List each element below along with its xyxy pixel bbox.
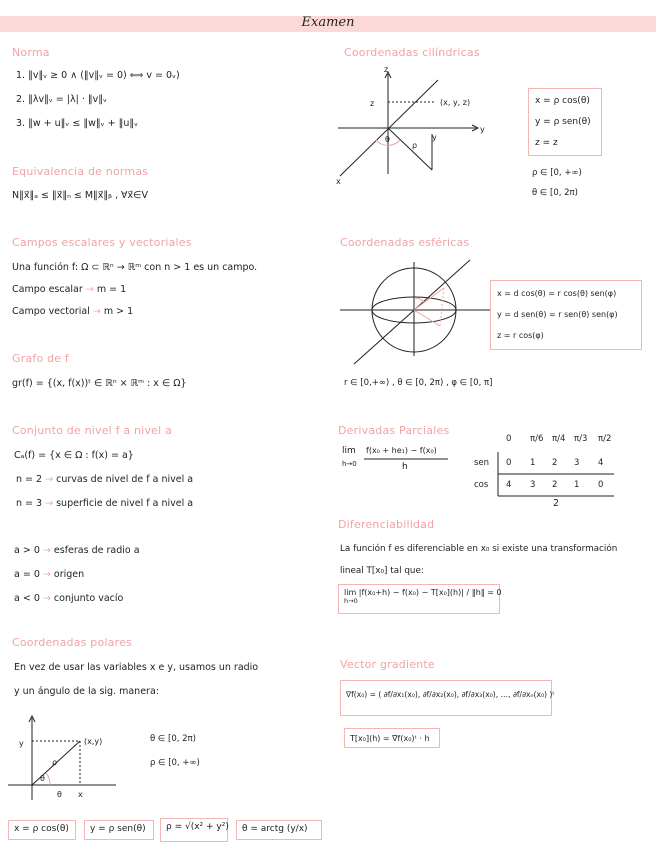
nivel-heading: Conjunto de nivel f a nivel a	[12, 424, 173, 437]
cilindricas-heading: Coordenadas cilíndricas	[344, 46, 480, 59]
cyl-z-label: z	[384, 65, 389, 74]
polar-point-label: (x,y)	[84, 737, 103, 746]
cyl-point-label: (x, y, z)	[440, 98, 471, 107]
trig-cos-cell: 0	[598, 480, 604, 490]
trig-header-cell: 0	[506, 434, 512, 444]
polares-line-2: y un ángulo de la sig. manera:	[14, 686, 159, 697]
polar-range-rho: ρ ∈ [0, +∞)	[150, 758, 200, 768]
polar-x-label: x	[78, 790, 83, 799]
polar-theta-bottom: θ	[57, 790, 62, 799]
cyl-x-label: x	[336, 177, 341, 186]
trig-sen-cell: 2	[552, 458, 558, 468]
polar-y-label: y	[19, 739, 24, 748]
campo-escalar-label: Campo escalar	[12, 284, 83, 295]
trig-cos-cell: 3	[530, 480, 536, 490]
esfericas-heading: Coordenadas esféricas	[340, 236, 470, 249]
arrow-icon: →	[45, 498, 54, 509]
trig-cos-cell: 2	[552, 480, 558, 490]
trig-cos-label: cos	[474, 480, 489, 490]
nivel-desc: superficie de nivel f a nivel a	[56, 498, 194, 509]
nivel-desc: origen	[53, 569, 85, 580]
cyl-y-label: y	[480, 125, 485, 134]
diferenciabilidad-line-2: lineal T[x₀] tal que:	[340, 566, 424, 576]
arrow-icon: →	[85, 284, 94, 295]
gradiente-box-2: T[x₀](h) = ∇f(x₀)ᵗ · h	[344, 728, 440, 748]
trig-cos-cell: 4	[506, 480, 512, 490]
arrow-icon: →	[42, 569, 51, 580]
diferenciabilidad-heading: Diferenciabilidad	[338, 518, 435, 531]
trig-sen-cell: 4	[598, 458, 604, 468]
norma-item-3: 3. ‖w + u‖ᵥ ≤ ‖w‖ᵥ + ‖u‖ᵥ	[16, 118, 139, 129]
trig-header-cell: π/3	[574, 434, 588, 444]
cyl-range-theta: θ ∈ [0, 2π)	[532, 188, 578, 198]
arrow-icon: →	[92, 306, 101, 317]
campo-escalar-value: m = 1	[96, 284, 127, 295]
campo-vectorial-label: Campo vectorial	[12, 306, 90, 317]
trig-sen-label: sen	[474, 458, 490, 468]
nivel-cond: n = 2	[16, 474, 43, 485]
polar-box-theta: θ = arctg (y/x)	[236, 820, 322, 840]
campos-heading: Campos escalares y vectoriales	[12, 236, 192, 249]
nivel-cond: a = 0	[14, 569, 40, 580]
polar-range-theta: θ ∈ [0, 2π)	[150, 734, 196, 744]
polar-box-x: x = ρ cos(θ)	[8, 820, 76, 840]
sph-box-y: y = d sen(θ) = r sen(θ) sen(φ)	[497, 310, 618, 319]
nivel-formula: Cₐ(f) = {x ∈ Ω : f(x) = a}	[14, 450, 134, 461]
cyl-box-x: x = ρ cos(θ)	[535, 96, 590, 106]
trig-header-cell: π/4	[552, 434, 566, 444]
polar-rho-label: ρ	[52, 758, 58, 767]
gradiente-box: ∇f(x₀) = ( ∂f/∂x₁(x₀), ∂f/∂x₂(x₀), ∂f/∂x₃(x₀), …, ∂f/∂xₙ(x₀) )ᵗ	[340, 680, 552, 716]
nivel-cond: n = 3	[16, 498, 43, 509]
polar-box-rho: ρ = √(x² + y²)	[160, 818, 228, 842]
trig-sen-cell: 1	[530, 458, 536, 468]
arrow-icon: →	[42, 545, 51, 556]
norma-heading: Norma	[12, 46, 50, 59]
nivel-desc: esferas de radio a	[53, 545, 140, 556]
campos-definition: Una función f: Ω ⊂ ℝⁿ → ℝᵐ con n > 1 es un campo.	[12, 262, 258, 273]
nivel-cond: a < 0	[14, 593, 40, 604]
nivel-cond: a > 0	[14, 545, 40, 556]
cyl-z-value: z	[370, 99, 375, 108]
cyl-y-value: y	[432, 133, 437, 142]
equivalencia-heading: Equivalencia de normas	[12, 165, 149, 178]
polares-line-1: En vez de usar las variables x e y, usamos un radio	[14, 662, 259, 673]
sph-ranges: r ∈ [0,+∞) , θ ∈ [0, 2π) , φ ∈ [0, π]	[344, 378, 493, 388]
sph-box-x: x = d cos(θ) = r cos(θ) sen(φ)	[497, 289, 617, 298]
polar-box-y: y = ρ sen(θ)	[84, 820, 154, 840]
grafo-formula: gr(f) = {(x, f(x))ᵗ ∈ ℝⁿ × ℝᵐ : x ∈ Ω}	[12, 378, 187, 389]
derivada-denominator: h	[402, 462, 408, 472]
diferenciabilidad-box	[338, 584, 500, 614]
cyl-range-rho: ρ ∈ [0, +∞)	[532, 168, 582, 178]
diferenciabilidad-formula: lim |f(x₀+h) − f(x₀) − T[x₀](h)| / ‖h‖ = 0	[344, 588, 502, 597]
norma-item-2: 2. ‖λv‖ᵥ = |λ| · ‖v‖ᵥ	[16, 94, 107, 105]
grafo-heading: Grafo de f	[12, 352, 70, 365]
cyl-box-y: y = ρ sen(θ)	[535, 117, 591, 127]
nivel-desc: curvas de nivel de f a nivel a	[56, 474, 194, 485]
derivada-numerator: f(x₀ + he₁) − f(x₀)	[366, 446, 437, 455]
derivada-lim-sub: h→0	[342, 460, 357, 468]
sph-box-z: z = r cos(φ)	[497, 331, 544, 340]
polar-theta-label: θ	[40, 774, 45, 783]
trig-header-cell: π/2	[598, 434, 612, 444]
derivada-lim: lim	[342, 446, 356, 456]
trig-cos-cell: 1	[574, 480, 580, 490]
page-title: Examen	[301, 15, 355, 30]
diferenciabilidad-sub: h→0	[344, 597, 358, 605]
arrow-icon: →	[42, 593, 51, 604]
cyl-box-z: z = z	[535, 138, 558, 148]
nivel-desc: conjunto vacío	[53, 593, 124, 604]
campo-vectorial-value: m > 1	[103, 306, 134, 317]
cyl-rho-label: ρ	[412, 141, 418, 150]
trig-sen-cell: 0	[506, 458, 512, 468]
trig-sen-cell: 3	[574, 458, 580, 468]
equivalencia-formula: N‖x⃗‖ₐ ≤ ‖x⃗‖ₙ ≤ M‖x⃗‖ᵦ , ∀x⃗∈V	[12, 190, 148, 201]
cyl-theta-label: θ	[385, 135, 390, 144]
trig-header-cell: π/6	[530, 434, 544, 444]
polares-heading: Coordenadas polares	[12, 636, 132, 649]
gradiente-heading: Vector gradiente	[340, 658, 435, 671]
derivadas-heading: Derivadas Parciales	[338, 424, 450, 437]
diferenciabilidad-line-1: La función f es diferenciable en x₀ si existe una transformación	[340, 544, 618, 554]
arrow-icon: →	[45, 474, 54, 485]
trig-divisor: 2	[553, 498, 560, 509]
norma-item-1: 1. ‖v‖ᵥ ≥ 0 ∧ (‖v‖ᵥ = 0) ⟺ v = 0ᵥ)	[16, 70, 180, 81]
